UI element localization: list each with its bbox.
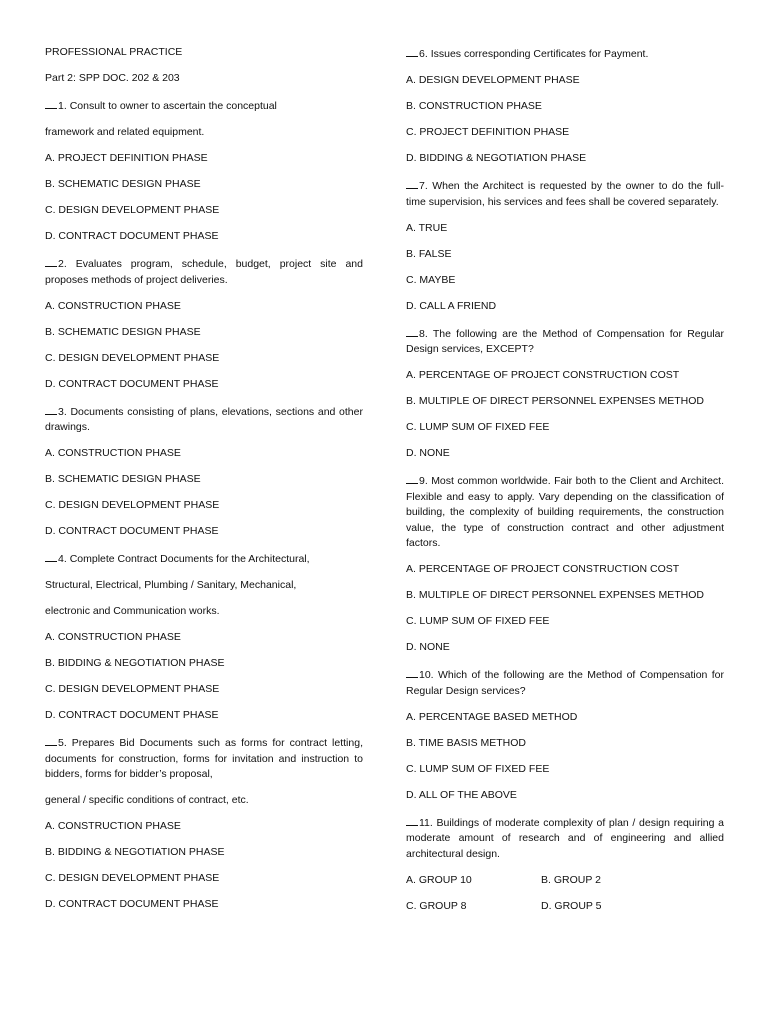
question-4-option-b: B. BIDDING & NEGOTIATION PHASE [45, 657, 225, 669]
answer-blank-8[interactable] [406, 325, 418, 337]
question-1-option-d: D. CONTRACT DOCUMENT PHASE [45, 230, 219, 242]
question-5-option-b: B. BIDDING & NEGOTIATION PHASE [45, 846, 225, 858]
question-6-option-c: C. PROJECT DEFINITION PHASE [406, 126, 570, 138]
question-9-text: 9. Most common worldwide. Fair both to the Client and Architect. Flexible and easy to apply. Vary depending on the classification of building, the complexity of building requirements, the construction value, the type of construction contract and other adjustment factors. [406, 472, 724, 552]
question-5-text-cont: general / specific conditions of contract, etc. [45, 794, 249, 806]
question-3-option-c: C. DESIGN DEVELOPMENT PHASE [45, 499, 220, 511]
question-1-option-a: A. PROJECT DEFINITION PHASE [45, 152, 208, 164]
question-8-option-a: A. PERCENTAGE OF PROJECT CONSTRUCTION COST [406, 369, 680, 381]
question-7-text: 7. When the Architect is requested by the owner to do the full-time supervision, his services and fees shall be covered separately. [406, 177, 724, 210]
answer-blank-10[interactable] [406, 666, 418, 678]
document-subtitle: Part 2: SPP DOC. 202 & 203 [45, 72, 180, 84]
question-8-option-d: D. NONE [406, 447, 450, 459]
question-9-option-d: D. NONE [406, 641, 450, 653]
question-7-option-d: D. CALL A FRIEND [406, 299, 497, 312]
question-3-option-d: D. CONTRACT DOCUMENT PHASE [45, 525, 219, 537]
question-1-text-cont: framework and related equipment. [45, 126, 205, 138]
question-6-option-b: B. CONSTRUCTION PHASE [406, 100, 542, 112]
question-4-text: 4. Complete Contract Documents for the Architectural, [45, 550, 363, 568]
answer-blank-1[interactable] [45, 97, 57, 109]
question-4-text-cont2: electronic and Communication works. [45, 605, 220, 617]
question-6-text: 6. Issues corresponding Certificates for Payment. [406, 45, 724, 63]
question-11-option-c: C. GROUP 8 [406, 899, 467, 912]
question-1-option-b: B. SCHEMATIC DESIGN PHASE [45, 178, 201, 190]
question-5-option-d: D. CONTRACT DOCUMENT PHASE [45, 898, 219, 910]
question-8-text: 8. The following are the Method of Compensation for Regular Design services, EXCEPT? [406, 325, 724, 358]
answer-blank-3[interactable] [45, 403, 57, 415]
answer-blank-5[interactable] [45, 734, 57, 746]
question-1-text: 1. Consult to owner to ascertain the conceptual [45, 97, 363, 115]
question-3-option-a: A. CONSTRUCTION PHASE [45, 447, 181, 459]
question-9-option-b: B. MULTIPLE OF DIRECT PERSONNEL EXPENSES METHOD [406, 589, 704, 601]
question-10-option-b: B. TIME BASIS METHOD [406, 736, 526, 749]
document-title: PROFESSIONAL PRACTICE [45, 46, 183, 58]
left-column [45, 45, 363, 923]
answer-blank-2[interactable] [45, 255, 57, 267]
question-3-option-b: B. SCHEMATIC DESIGN PHASE [45, 473, 201, 485]
question-4-option-a: A. CONSTRUCTION PHASE [45, 631, 181, 643]
question-2-option-c: C. DESIGN DEVELOPMENT PHASE [45, 351, 220, 364]
answer-blank-7[interactable] [406, 177, 418, 189]
question-2-option-b: B. SCHEMATIC DESIGN PHASE [45, 325, 201, 338]
question-7-option-a: A. TRUE [406, 221, 448, 234]
question-4-option-c: C. DESIGN DEVELOPMENT PHASE [45, 683, 220, 695]
answer-blank-9[interactable] [406, 472, 418, 484]
question-5-option-c: C. DESIGN DEVELOPMENT PHASE [45, 872, 220, 884]
question-9-option-a: A. PERCENTAGE OF PROJECT CONSTRUCTION COST [406, 563, 680, 575]
question-4-text-cont: Structural, Electrical, Plumbing / Sanitary, Mechanical, [45, 579, 297, 591]
question-6-option-d: D. BIDDING & NEGOTIATION PHASE [406, 152, 587, 164]
question-10-text: 10. Which of the following are the Method of Compensation for Regular Design services? [406, 666, 724, 699]
question-2-text: 2. Evaluates program, schedule, budget, project site and proposes methods of project deliveries. [45, 255, 363, 288]
question-11-text: 11. Buildings of moderate complexity of plan / design requiring a moderate amount of research and of engineering and allied architectural design. [406, 814, 724, 863]
answer-blank-6[interactable] [406, 45, 418, 57]
question-8-option-b: B. MULTIPLE OF DIRECT PERSONNEL EXPENSES METHOD [406, 395, 704, 407]
question-11-option-b: B. GROUP 2 [541, 873, 601, 886]
right-column [406, 45, 724, 925]
question-10-option-a: A. PERCENTAGE BASED METHOD [406, 710, 578, 723]
question-9-option-c: C. LUMP SUM OF FIXED FEE [406, 615, 550, 627]
question-1-option-c: C. DESIGN DEVELOPMENT PHASE [45, 204, 220, 216]
question-4-option-d: D. CONTRACT DOCUMENT PHASE [45, 709, 219, 721]
question-11-option-d: D. GROUP 5 [541, 899, 602, 912]
question-11-option-a: A. GROUP 10 [406, 873, 472, 886]
question-6-option-a: A. DESIGN DEVELOPMENT PHASE [406, 74, 580, 86]
question-8-option-c: C. LUMP SUM OF FIXED FEE [406, 421, 550, 433]
answer-blank-4[interactable] [45, 550, 57, 562]
question-11-options-row-2 [406, 899, 724, 915]
question-10-option-c: C. LUMP SUM OF FIXED FEE [406, 762, 550, 775]
question-10-option-d: D. ALL OF THE ABOVE [406, 788, 517, 801]
question-2-option-a: A. CONSTRUCTION PHASE [45, 299, 181, 312]
question-7-option-b: B. FALSE [406, 247, 452, 260]
answer-blank-11[interactable] [406, 814, 418, 826]
question-11-options-row-1 [406, 873, 724, 889]
question-5-text: 5. Prepares Bid Documents such as forms for contract letting, documents for construction, forms for invitation and instruction to bidders, forms for bidder’s proposal, [45, 734, 363, 783]
question-2-option-d: D. CONTRACT DOCUMENT PHASE [45, 377, 219, 390]
question-3-text: 3. Documents consisting of plans, elevations, sections and other drawings. [45, 403, 363, 436]
question-5-option-a: A. CONSTRUCTION PHASE [45, 820, 181, 832]
question-7-option-c: C. MAYBE [406, 273, 456, 286]
